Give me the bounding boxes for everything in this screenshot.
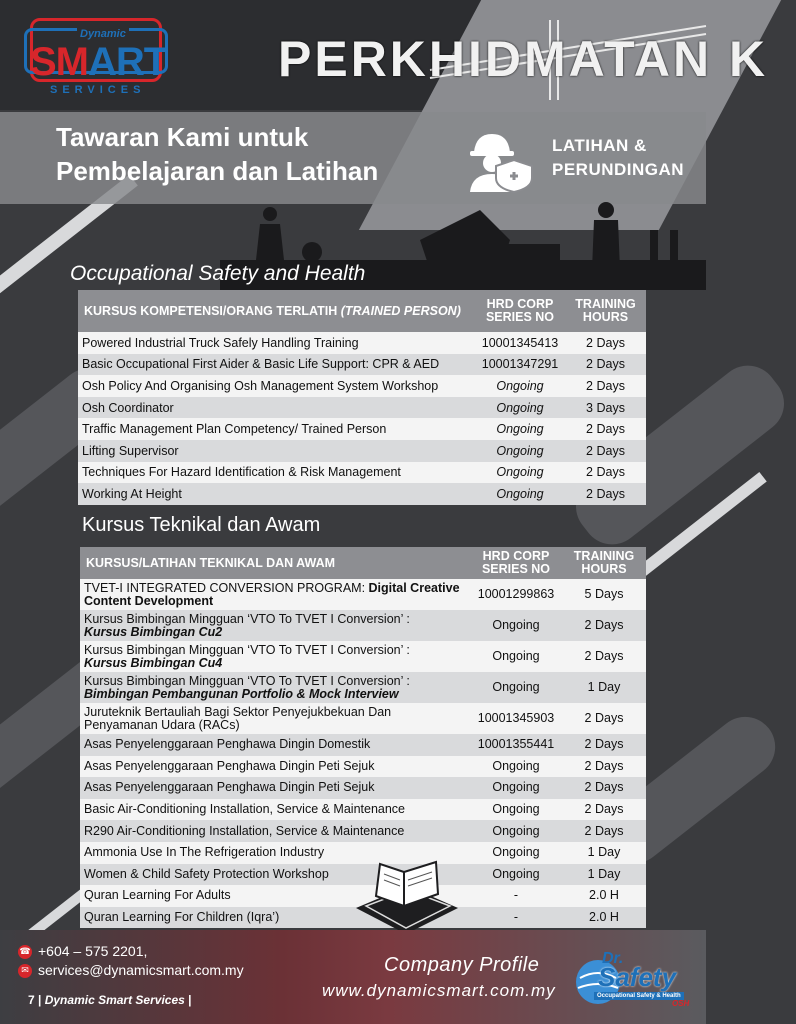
- course-name: Basic Air-Conditioning Installation, Service & Maintenance: [80, 799, 470, 821]
- course-line2: Content Development: [84, 593, 214, 608]
- series-no: Ongoing: [475, 462, 565, 484]
- logo-main-b: ART: [88, 40, 168, 84]
- table-row: [78, 418, 646, 440]
- phone-number[interactable]: +604 – 575 2201,: [38, 943, 148, 959]
- contact-info: [18, 942, 244, 980]
- course-line2: Kursus Bimbingan Cu4: [84, 655, 223, 670]
- training-hours: 2 Days: [562, 820, 646, 842]
- table-row: [80, 820, 646, 842]
- page-label: Dynamic Smart Services: [44, 993, 185, 1007]
- training-hours: 2 Days: [562, 756, 646, 778]
- course-name: Asas Penyelenggaraan Penghawa Dingin Peti Sejuk: [80, 777, 470, 799]
- course-line2: Bimbingan Pembangunan Portfolio & Mock Interview: [84, 686, 399, 701]
- series-no: Ongoing: [470, 799, 562, 821]
- course-name: [80, 610, 470, 641]
- column-header-hours: TRAINING HOURS: [565, 290, 646, 332]
- page-footer-label: 7 | Dynamic Smart Services |: [28, 993, 192, 1007]
- dr-safety-logo-c: Occupational Safety & Health: [594, 992, 684, 1000]
- column-header-course-italic: (TRAINED PERSON): [340, 303, 461, 318]
- table-row: [80, 703, 646, 734]
- table-row: [80, 641, 646, 672]
- course-name: Powered Industrial Truck Safely Handling Training: [78, 332, 475, 354]
- dr-safety-logo-d: OSH: [672, 999, 690, 1008]
- training-hours: 2 Days: [562, 610, 646, 641]
- course-name: [80, 641, 470, 672]
- course-name: Ammonia Use In The Refrigeration Industry: [80, 842, 470, 864]
- training-hours: 2 Days: [565, 440, 646, 462]
- course-name: Techniques For Hazard Identification & Risk Management: [78, 462, 475, 484]
- table-row: [78, 397, 646, 419]
- table-row: [80, 579, 646, 610]
- series-no: Ongoing: [475, 418, 565, 440]
- training-hours: 2 Days: [565, 375, 646, 397]
- training-hours: 5 Days: [562, 579, 646, 610]
- training-hours: 2 Days: [565, 418, 646, 440]
- series-no: -: [470, 885, 562, 907]
- column-header-course-text: KURSUS KOMPETENSI/ORANG TERLATIH: [84, 303, 341, 318]
- series-no: Ongoing: [470, 641, 562, 672]
- side-label-line2: PERUNDINGAN: [552, 160, 685, 179]
- series-no: Ongoing: [470, 777, 562, 799]
- table-row: [80, 734, 646, 756]
- course-line1: TVET-I INTEGRATED CONVERSION PROGRAM:: [84, 580, 369, 595]
- series-no: 10001345413: [475, 332, 565, 354]
- course-name: Working At Height: [78, 483, 475, 505]
- course-name: Women & Child Safety Protection Workshop: [80, 864, 470, 886]
- course-line1: Kursus Bimbingan Mingguan ‘VTO To TVET I Conversion’ :: [84, 611, 410, 626]
- logo-top-text: Dynamic: [77, 28, 129, 40]
- series-no: Ongoing: [470, 610, 562, 641]
- training-hours: 2.0 H: [562, 885, 646, 907]
- logo-sub-text: SERVICES: [50, 84, 146, 96]
- training-hours: 2 Days: [562, 777, 646, 799]
- series-no: 10001299863: [470, 579, 562, 610]
- column-header-course: [78, 290, 475, 332]
- course-name: Osh Coordinator: [78, 397, 475, 419]
- training-hours: 2.0 H: [562, 907, 646, 929]
- banner-title-line1: Tawaran Kami untuk: [56, 122, 309, 152]
- series-no: Ongoing: [470, 842, 562, 864]
- phone-icon: ☎: [18, 945, 32, 959]
- series-no: 10001345903: [470, 703, 562, 734]
- banner-title-line2: Pembelajaran dan Latihan: [56, 156, 379, 186]
- table-row: [78, 440, 646, 462]
- column-header-hours: TRAINING HOURS: [562, 547, 646, 579]
- course-name: [80, 672, 470, 703]
- email-address[interactable]: services@dynamicsmart.com.my: [38, 962, 244, 978]
- table-row: [80, 756, 646, 778]
- series-no: Ongoing: [475, 375, 565, 397]
- logo-main-a: SM: [30, 40, 88, 84]
- table-row: [78, 332, 646, 354]
- course-line2: Kursus Bimbingan Cu2: [84, 624, 223, 639]
- column-header-course: KURSUS/LATIHAN TEKNIKAL DAN AWAM: [80, 547, 470, 579]
- table-row: [80, 672, 646, 703]
- course-line1: Kursus Bimbingan Mingguan ‘VTO To TVET I Conversion’ :: [84, 642, 410, 657]
- course-line2: Penyamanan Udara (RACs): [84, 717, 240, 732]
- table-row: [78, 375, 646, 397]
- course-name: Osh Policy And Organising Osh Management System Workshop: [78, 375, 475, 397]
- series-no: 10001355441: [470, 734, 562, 756]
- website-link[interactable]: www.dynamicsmart.com.my: [322, 981, 556, 1000]
- mail-icon: ✉: [18, 964, 32, 978]
- series-no: Ongoing: [475, 440, 565, 462]
- course-line1-bold: Digital Creative: [368, 580, 460, 595]
- course-name: Lifting Supervisor: [78, 440, 475, 462]
- series-no: Ongoing: [470, 864, 562, 886]
- course-name: [80, 579, 470, 610]
- table-row: [78, 354, 646, 376]
- banner-title: [56, 120, 476, 188]
- quran-book-icon: [346, 862, 464, 936]
- column-header-series: HRD CORP SERIES NO: [475, 290, 565, 332]
- course-name: Basic Occupational First Aider & Basic Life Support: CPR & AED: [78, 354, 475, 376]
- dr-safety-logo: [572, 948, 696, 1012]
- series-no: Ongoing: [470, 672, 562, 703]
- logo-main-text: [30, 40, 167, 85]
- training-hours: 2 Days: [565, 462, 646, 484]
- section-title-osh: Occupational Safety and Health: [70, 262, 366, 285]
- dynamic-smart-logo: [22, 18, 172, 100]
- table-row: [80, 610, 646, 641]
- series-no: Ongoing: [470, 756, 562, 778]
- training-hours: 1 Day: [562, 864, 646, 886]
- table-row: [80, 799, 646, 821]
- course-name: Asas Penyelenggaraan Penghawa Dingin Domestik: [80, 734, 470, 756]
- course-line1: Juruteknik Bertauliah Bagi Sektor Penyejukbekuan Dan: [84, 704, 392, 719]
- page-number: 7: [28, 993, 35, 1007]
- course-name: [80, 703, 470, 734]
- phone-row: [18, 942, 244, 961]
- training-hours: 2 Days: [562, 799, 646, 821]
- osh-course-table: [78, 290, 646, 505]
- dr-safety-logo-b: Safety: [598, 962, 677, 992]
- training-hours: 2 Days: [565, 332, 646, 354]
- side-label-line1: LATIHAN &: [552, 136, 647, 155]
- course-name: Asas Penyelenggaraan Penghawa Dingin Peti Sejuk: [80, 756, 470, 778]
- worker-shield-icon: [468, 130, 534, 192]
- training-hours: 2 Days: [562, 703, 646, 734]
- course-name: Quran Learning For Children (Iqra’): [80, 907, 470, 929]
- training-hours: 1 Day: [562, 842, 646, 864]
- training-hours: 1 Day: [562, 672, 646, 703]
- course-line1: Kursus Bimbingan Mingguan ‘VTO To TVET I Conversion’ :: [84, 673, 410, 688]
- email-row: [18, 961, 244, 980]
- table-row: [78, 462, 646, 484]
- table-row: [80, 777, 646, 799]
- series-no: Ongoing: [475, 397, 565, 419]
- series-no: -: [470, 907, 562, 929]
- table-row: [80, 842, 646, 864]
- training-hours: 2 Days: [565, 354, 646, 376]
- series-no: 10001347291: [475, 354, 565, 376]
- training-hours: 2 Days: [565, 483, 646, 505]
- course-name: Quran Learning For Adults: [80, 885, 470, 907]
- course-name: Traffic Management Plan Competency/ Trained Person: [78, 418, 475, 440]
- dr-safety-logo-a: Dr.: [602, 950, 624, 967]
- section-title-technical: Kursus Teknikal dan Awam: [82, 514, 321, 536]
- course-name: R290 Air-Conditioning Installation, Service & Maintenance: [80, 820, 470, 842]
- page-big-title: PERKHIDMATAN K: [278, 31, 769, 87]
- training-hours: 2 Days: [562, 641, 646, 672]
- column-header-series: HRD CORP SERIES NO: [470, 547, 562, 579]
- training-hours: 3 Days: [565, 397, 646, 419]
- table-row: [78, 483, 646, 505]
- company-profile-label: Company Profile: [384, 954, 540, 976]
- series-no: Ongoing: [475, 483, 565, 505]
- series-no: Ongoing: [470, 820, 562, 842]
- training-hours: 2 Days: [562, 734, 646, 756]
- side-label: [552, 134, 702, 182]
